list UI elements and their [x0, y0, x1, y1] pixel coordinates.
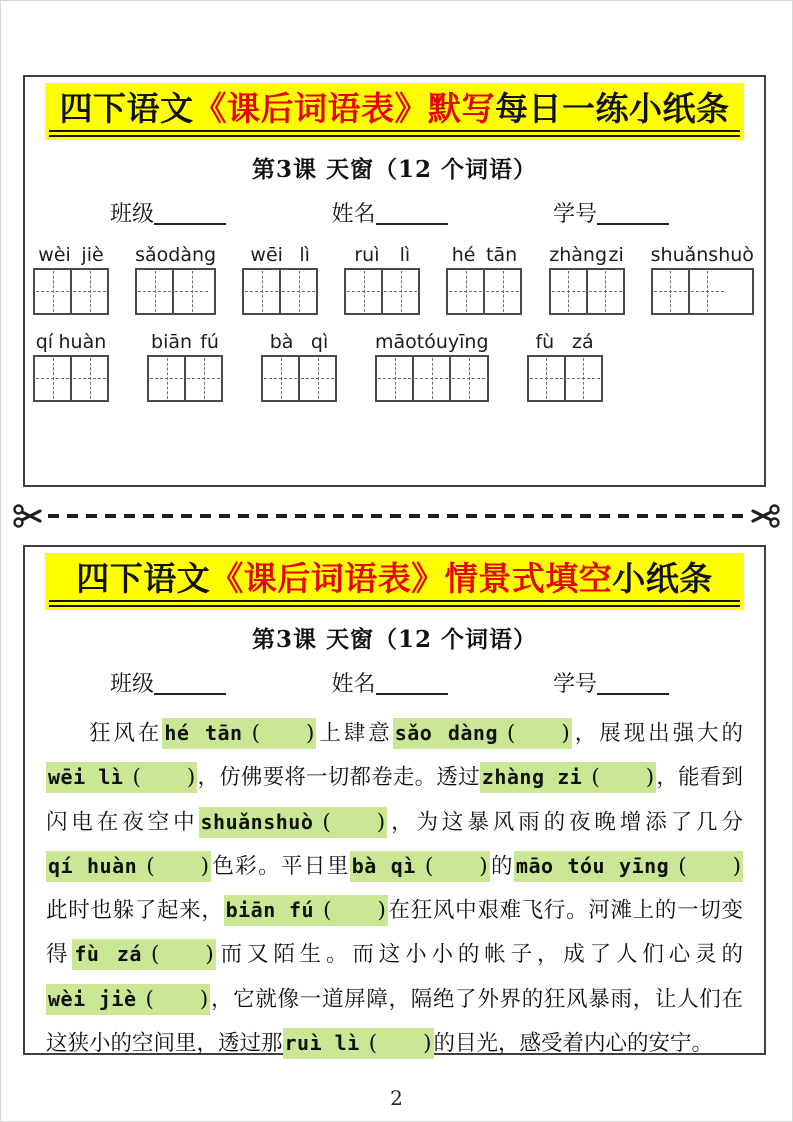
open-paren: ( — [591, 765, 600, 791]
paragraph-text: 的 — [489, 853, 514, 879]
paragraph-text: ，它就像一道屏障，隔绝了外界的狂风暴雨，让人们在这狭小的空间里，透过那 — [46, 986, 743, 1056]
word-item — [261, 331, 337, 402]
info-label: 学号 — [552, 671, 597, 697]
fill-in-line — [154, 201, 226, 225]
pinyin-label — [527, 331, 603, 353]
paragraph-text: 此时也躲了起来， — [46, 898, 224, 924]
paragraph-text: ，为这暴风雨的夜晚增添了几分 — [387, 809, 743, 835]
character-writing-grid — [375, 355, 489, 402]
pinyin-syllable: huàn — [58, 330, 107, 353]
pinyin-blank — [393, 718, 572, 749]
pinyin-syllable: qì — [310, 330, 329, 353]
pinyin-syllable: jiè — [81, 243, 104, 266]
pinyin-syllable: wēi — [250, 243, 283, 266]
page-number: 2 — [390, 1086, 403, 1110]
blank-pinyin: bà qì — [351, 853, 416, 878]
title-segment: 每日一练小纸条 — [495, 89, 730, 128]
pinyin-blank — [162, 718, 316, 749]
close-paren: ) — [561, 720, 570, 746]
character-writing-grid — [651, 268, 754, 315]
info-field-班级 — [110, 667, 226, 698]
close-paren: ) — [479, 853, 488, 879]
pinyin-syllable: fú — [200, 330, 219, 353]
dictation-title-bar — [45, 83, 744, 140]
info-label: 学号 — [552, 201, 597, 227]
open-paren: ( — [145, 986, 154, 1012]
open-paren: ( — [323, 898, 332, 924]
paragraph-text: 色彩。平日里 — [210, 853, 350, 879]
grid-cell — [263, 357, 298, 400]
dictation-title — [49, 90, 740, 128]
info-field-姓名 — [331, 197, 447, 228]
pinyin-label — [261, 331, 337, 353]
paragraph-text: ，展现出强大的 — [571, 720, 743, 746]
blank-pinyin: zhàng zi — [481, 765, 583, 790]
character-writing-grid — [344, 268, 420, 315]
title-segment: 小纸条 — [612, 559, 713, 598]
open-paren: ( — [150, 942, 160, 968]
grid-cell — [70, 270, 107, 313]
pinyin-label — [147, 331, 223, 353]
close-paren: ) — [205, 942, 214, 968]
pinyin-syllable: qí — [35, 330, 54, 353]
open-paren: ( — [322, 809, 331, 835]
word-item — [651, 244, 754, 315]
pinyin-blank — [514, 851, 743, 882]
open-paren: ( — [678, 853, 687, 879]
grid-cell — [586, 270, 623, 313]
paragraph-text: 而又陌生。而这小小的帐子，成了人们心灵的 — [215, 942, 743, 968]
close-paren: ) — [423, 1030, 432, 1056]
close-paren: ) — [305, 720, 315, 746]
grid-cell — [298, 357, 335, 400]
pinyin-blank — [72, 939, 215, 970]
scissors-icon — [12, 500, 44, 532]
info-field-班级 — [110, 197, 226, 228]
pinyin-label — [651, 244, 754, 266]
pinyin-label — [242, 244, 318, 266]
word-item — [375, 331, 489, 402]
info-label: 班级 — [110, 201, 155, 227]
blank-pinyin: shuǎnshuò — [200, 809, 314, 834]
info-label: 姓名 — [331, 201, 376, 227]
grid-cell — [137, 270, 172, 313]
paragraph-text: 在狂风中艰难飞行。河滩上的一切变得 — [46, 898, 743, 968]
pinyin-syllable: yīng — [447, 330, 489, 353]
open-paren: ( — [251, 720, 260, 746]
grid-cell — [70, 357, 107, 400]
pinyin-syllable: sǎo — [135, 243, 169, 266]
blank-pinyin: māo tóu yīng — [515, 853, 670, 878]
fill-in-line — [597, 201, 669, 225]
fill-in-title — [49, 560, 740, 598]
fill-in-line — [597, 671, 669, 695]
pinyin-blank — [224, 895, 388, 926]
word-grid-area — [33, 244, 754, 402]
blank-pinyin: ruì lì — [284, 1030, 360, 1055]
pinyin-syllable: bà — [269, 330, 294, 353]
grid-cell — [244, 270, 279, 313]
pinyin-blank — [480, 762, 656, 793]
grid-cell — [551, 270, 586, 313]
pinyin-syllable: zhàng — [549, 243, 608, 266]
character-writing-grid — [147, 355, 223, 402]
character-writing-grid — [261, 355, 337, 402]
title-segment: 四下语文 — [76, 559, 211, 598]
lesson-subtitle: 第3课 天窗（12 个词语） — [251, 155, 538, 183]
grid-cell — [483, 270, 520, 313]
title-segment: 《课后词语表》 — [193, 89, 428, 128]
open-paren: ( — [424, 853, 434, 879]
open-paren: ( — [368, 1030, 378, 1056]
pinyin-blank — [46, 851, 211, 882]
student-info-line — [110, 667, 669, 698]
open-paren: ( — [132, 765, 141, 791]
paragraph-text: ，仿佛要将一切都卷走。透过 — [197, 765, 480, 791]
pinyin-syllable: dàng — [168, 243, 217, 266]
grid-cell — [449, 357, 486, 400]
grid-cell — [149, 357, 184, 400]
close-paren: ) — [376, 809, 386, 835]
pinyin-blank — [46, 984, 210, 1015]
pinyin-syllable: hé — [451, 243, 476, 266]
pinyin-label — [446, 244, 522, 266]
word-item — [33, 244, 109, 315]
grid-cell — [279, 270, 316, 313]
word-item — [344, 244, 420, 315]
character-writing-grid — [135, 268, 216, 315]
blank-pinyin: wēi lì — [48, 765, 124, 790]
paragraph-text: 上肆意 — [316, 720, 393, 746]
close-paren: ) — [200, 853, 209, 879]
pinyin-syllable: wèi — [38, 243, 71, 266]
title-segment: 默写 — [428, 89, 495, 128]
word-row — [33, 244, 754, 315]
pinyin-syllable: zá — [572, 330, 594, 353]
paragraph-text: ，能看到闪电在夜空中 — [46, 765, 743, 835]
grid-cell — [564, 357, 601, 400]
info-field-学号 — [553, 667, 669, 698]
grid-cell — [448, 270, 483, 313]
blank-pinyin: biān fú — [225, 898, 315, 923]
paragraph-text: 狂风在 — [89, 720, 163, 746]
character-writing-grid — [549, 268, 625, 315]
close-paren: ) — [186, 765, 196, 791]
pinyin-blank — [283, 1028, 434, 1059]
grid-cell — [377, 357, 412, 400]
info-label: 班级 — [110, 671, 155, 697]
pinyin-syllable: fù — [535, 330, 555, 353]
cut-line — [12, 499, 781, 533]
character-writing-grid — [446, 268, 522, 315]
grid-cell — [35, 270, 70, 313]
info-field-姓名 — [331, 667, 447, 698]
fill-in-line — [376, 671, 448, 695]
pinyin-blank — [46, 762, 197, 793]
blank-pinyin: qí huàn — [48, 853, 138, 878]
title-segment: 《课后词语表》 — [210, 559, 445, 598]
paragraph-text: 的目光，感受着内心的安宁。 — [433, 1030, 714, 1056]
pinyin-syllable: shuǎnshuò — [650, 243, 754, 266]
pinyin-label — [33, 244, 109, 266]
pinyin-label — [375, 331, 489, 353]
word-item — [147, 331, 223, 402]
grid-cell — [381, 270, 418, 313]
pinyin-syllable: māo — [375, 330, 417, 353]
blank-pinyin: fù zá — [74, 942, 142, 967]
word-item — [549, 244, 625, 315]
word-item — [33, 331, 109, 402]
pinyin-syllable: biān — [151, 330, 193, 353]
grid-cell — [184, 357, 221, 400]
title-underline — [49, 130, 740, 137]
character-writing-grid — [33, 355, 109, 402]
cut-dashed-line — [48, 514, 745, 518]
pinyin-syllable: tān — [486, 243, 518, 266]
grid-cell — [346, 270, 381, 313]
word-item — [135, 244, 216, 315]
blank-pinyin: wèi jiè — [48, 986, 137, 1011]
word-item — [527, 331, 603, 402]
open-paren: ( — [507, 720, 516, 746]
pinyin-blank — [199, 807, 388, 838]
close-paren: ) — [732, 853, 741, 879]
title-segment: 四下语文 — [59, 89, 194, 128]
character-writing-grid — [242, 268, 318, 315]
pinyin-label — [549, 244, 625, 266]
dictation-section — [23, 75, 766, 487]
pinyin-label — [33, 331, 109, 353]
grid-cell — [653, 270, 688, 313]
pinyin-syllable: lì — [399, 243, 411, 266]
blank-pinyin: sǎo dàng — [394, 720, 498, 745]
close-paren: ) — [645, 765, 655, 791]
lesson-subtitle: 第3课 天窗（12 个词语） — [251, 625, 538, 653]
blank-pinyin: hé tān — [164, 720, 243, 745]
close-paren: ) — [199, 986, 209, 1012]
grid-cell — [172, 270, 209, 313]
grid-cell — [412, 357, 449, 400]
character-writing-grid — [527, 355, 603, 402]
info-field-学号 — [553, 197, 669, 228]
pinyin-label — [135, 244, 216, 266]
student-info-line — [110, 197, 669, 228]
pinyin-syllable: zi — [608, 243, 624, 266]
info-label: 姓名 — [331, 671, 376, 697]
fill-in-title-bar — [45, 553, 744, 610]
grid-cell — [688, 270, 725, 313]
context-paragraph — [46, 712, 743, 1066]
pinyin-syllable: ruì — [354, 243, 380, 266]
fill-in-line — [154, 671, 226, 695]
pinyin-syllable: lì — [299, 243, 310, 266]
pinyin-label — [344, 244, 420, 266]
open-paren: ( — [146, 853, 155, 879]
grid-cell — [529, 357, 564, 400]
pinyin-syllable: tóu — [416, 330, 448, 353]
title-segment: 情景式填空 — [444, 559, 613, 598]
word-row — [33, 331, 754, 402]
character-writing-grid — [33, 268, 109, 315]
fill-in-line — [376, 201, 448, 225]
title-underline — [49, 600, 740, 607]
grid-cell — [35, 357, 70, 400]
word-item — [242, 244, 318, 315]
word-item — [446, 244, 522, 315]
fill-in-section — [23, 545, 766, 1055]
close-paren: ) — [377, 898, 386, 924]
scissors-icon — [749, 500, 781, 532]
pinyin-blank — [350, 851, 490, 882]
